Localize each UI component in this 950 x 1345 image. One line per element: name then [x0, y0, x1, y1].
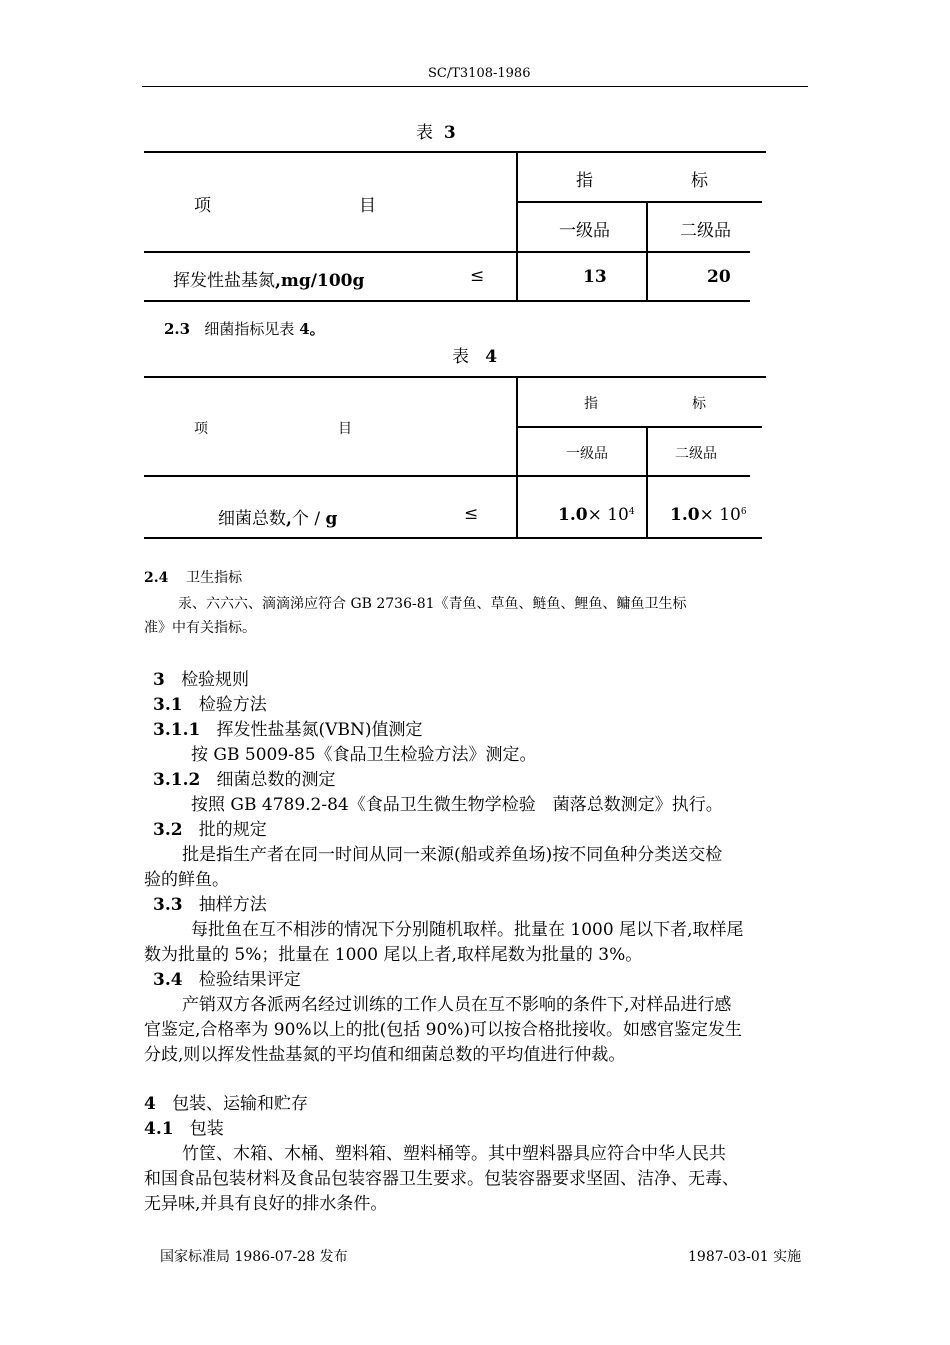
table4-grade1: 一级品: [566, 446, 608, 462]
section-4-1-line3: 无异味,并具有良好的排水条件。: [144, 1194, 388, 1214]
table4-row-label: 细菌总数,个 / g: [218, 509, 338, 529]
table3-row-label: 挥发性盐基氮,mg/100g: [173, 271, 365, 291]
table4-value-grade2: $1.0\times 10^6$: [670, 505, 747, 525]
table3-value-grade2: 20: [707, 267, 731, 287]
footer-effective: 1987-03-01 实施: [688, 1249, 802, 1265]
section-3-1-2-body: 按照 GB 4789.2-84《食品卫生微生物学检验 菌落总数测定》执行。: [191, 795, 723, 815]
section-3-4-line3: 分歧,则以挥发性盐基氮的平均值和细菌总数的平均值进行仲裁。: [144, 1045, 626, 1065]
footer-issued: 国家标准局 1986-07-28 发布: [160, 1249, 348, 1265]
section-2-4-heading: 2.4 卫生指标: [144, 570, 243, 586]
section-3-1-2-heading: 3.1.2 细菌总数的测定: [153, 770, 336, 790]
table3-title: 表 3: [416, 123, 456, 143]
section-3-1-heading: 3.1 检验方法: [153, 695, 267, 715]
table3-value-grade1: 13: [583, 267, 607, 287]
table3-row-operator: ≤: [470, 266, 485, 286]
section-3-3-heading: 3.3 抽样方法: [153, 895, 267, 915]
table3-header-index: 指 标: [576, 171, 708, 191]
table4-header-index: 指 标: [584, 396, 706, 412]
section-4-1-line1: 竹筐、木箱、木桶、塑料箱、塑料桶等。其中塑料器具应符合中华人民共: [182, 1144, 726, 1164]
section-2-3: 2.3 细菌指标见表 4。: [164, 320, 325, 338]
table4-title: 表 4: [452, 347, 498, 367]
section-3-4-heading: 3.4 检验结果评定: [153, 970, 301, 990]
section-3-2-heading: 3.2 批的规定: [153, 820, 267, 840]
table3-grade1: 一级品: [559, 221, 610, 241]
section-4-1-heading: 4.1 包装: [144, 1119, 224, 1139]
section-2-4-line1: 汞、六六六、滴滴涕应符合 GB 2736-81《青鱼、草鱼、鲢鱼、鲤鱼、鳙鱼卫生标: [178, 596, 687, 612]
header-rule: [142, 86, 808, 87]
table3-header-item: 项 目: [194, 196, 376, 216]
table4-header-item: 项 目: [194, 421, 352, 437]
section-2-4-line2: 准》中有关指标。: [144, 620, 256, 636]
section-4-heading: 4 包装、运输和贮存: [144, 1094, 309, 1114]
section-4-1-line2: 和国食品包装材料及食品包装容器卫生要求。包装容器要求坚固、洁净、无毒、: [144, 1169, 739, 1189]
document-code: SC/T3108-1986: [428, 66, 531, 81]
section-3-2-line2: 验的鲜鱼。: [144, 870, 229, 890]
table3-grade2: 二级品: [680, 221, 731, 241]
table4-value-grade1: $1.0\times 10^4$: [558, 505, 635, 525]
section-3-3-line2: 数为批量的 5%；批量在 1000 尾以上者,取样尾数为批量的 3%。: [144, 945, 643, 965]
section-3-3-line1: 每批鱼在互不相涉的情况下分别随机取样。批量在 1000 尾以下者,取样尾: [191, 920, 744, 940]
section-3-1-1-body: 按 GB 5009-85《食品卫生检验方法》测定。: [191, 745, 537, 765]
section-3-4-line2: 官鉴定,合格率为 90%以上的批(包括 90%)可以按合格批接收。如感官鉴定发生: [144, 1020, 743, 1040]
section-3-1-1-heading: 3.1.1 挥发性盐基氮(VBN)值测定: [153, 720, 423, 740]
table4-row-operator: ≤: [464, 504, 479, 524]
section-3-heading: 3 检验规则: [153, 670, 250, 690]
table4-grade2: 二级品: [675, 446, 717, 462]
section-3-4-line1: 产销双方各派两名经过训练的工作人员在互不影响的条件下,对样品进行感: [182, 995, 732, 1015]
section-3-2-line1: 批是指生产者在同一时间从同一来源(船或养鱼场)按不同鱼种分类送交检: [182, 845, 723, 865]
